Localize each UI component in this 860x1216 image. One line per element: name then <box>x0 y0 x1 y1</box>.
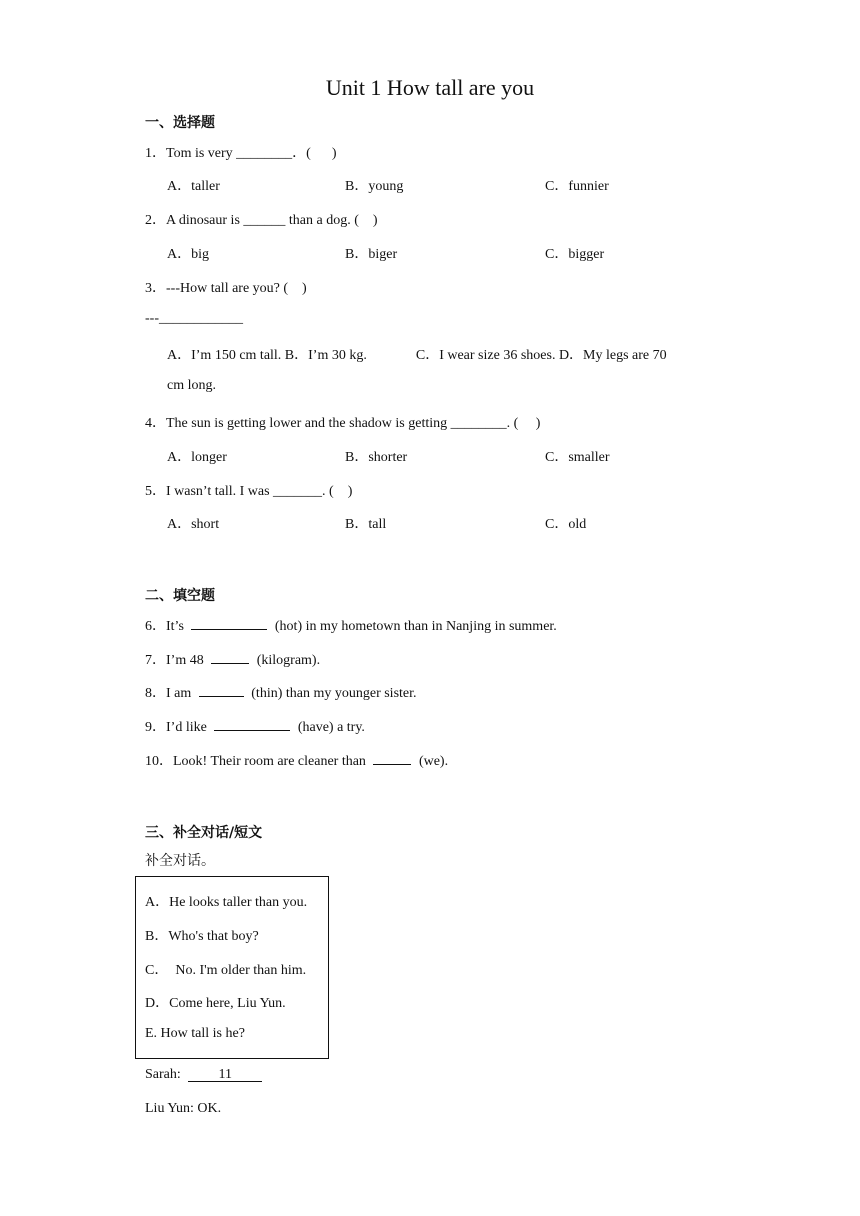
dialogue-instruction: 补全对话。 <box>145 853 215 869</box>
question-5-option-c: C．old <box>545 517 587 532</box>
dialogue-speaker-sarah: Sarah: <box>145 1067 185 1082</box>
fill-item-6-before: 6．It’s <box>145 619 188 634</box>
question-3-answer-line: ---____________ <box>145 311 243 326</box>
question-5-option-a: A．short <box>167 517 220 532</box>
question-1-option-b: B．young <box>345 179 404 194</box>
fill-blank-6[interactable] <box>191 615 267 630</box>
question-3-options-line-2: cm long. <box>167 378 216 393</box>
question-1-stem: 1．Tom is very ________．( ) <box>145 146 337 161</box>
question-5-option-b: B．tall <box>345 517 387 532</box>
box-option-c: C． No. I'm older than him. <box>145 963 307 978</box>
box-option-a: A．He looks taller than you. <box>145 895 308 910</box>
section-heading-dialogue: 三、补全对话/短文 <box>145 825 263 841</box>
page-title: Unit 1 How tall are you <box>325 75 535 100</box>
fill-item-6 <box>145 615 557 635</box>
fill-item-10 <box>145 750 448 770</box>
fill-item-9-after: (have) a try. <box>294 720 365 735</box>
fill-item-9-before: 9．I’d like <box>145 720 211 735</box>
question-2-option-a: A．big <box>167 247 209 262</box>
section-heading-fill-blank: 二、填空题 <box>145 588 215 604</box>
fill-item-7-before: 7．I’m 48 <box>145 653 208 668</box>
fill-item-6-after: (hot) in my hometown than in Nanjing in summer. <box>271 619 557 634</box>
dialogue-blank-11[interactable] <box>188 1067 262 1082</box>
fill-item-10-after: (we). <box>415 754 449 769</box>
question-2-stem: 2．A dinosaur is ______ than a dog. ( ) <box>145 213 378 228</box>
question-3-stem: 3．---How tall are you? ( ) <box>145 281 307 296</box>
fill-item-8-after: (thin) than my younger sister. <box>247 686 417 701</box>
fill-blank-9[interactable] <box>214 716 290 731</box>
question-4-option-b: B．shorter <box>345 450 408 465</box>
dialogue-blank-11-number: 11 <box>218 1067 232 1082</box>
section-heading-choice: 一、选择题 <box>145 115 215 131</box>
question-4-option-a: A．longer <box>167 450 227 465</box>
question-4-stem: 4．The sun is getting lower and the shadow is getting ________. ( ) <box>145 416 541 431</box>
dialogue-line-sarah <box>145 1067 262 1083</box>
question-3-options-line-1: A．I’m 150 cm tall. B．I’m 30 kg. C．I wear size 36 shoes. D．My legs are 70 <box>167 348 667 363</box>
question-4-option-c: C．smaller <box>545 450 610 465</box>
fill-item-9 <box>145 716 365 736</box>
question-5-stem: 5．I wasn’t tall. I was _______. ( ) <box>145 484 353 499</box>
dialogue-line-liu-yun: Liu Yun: OK. <box>145 1101 222 1116</box>
question-1-option-a: A．taller <box>167 179 220 194</box>
fill-blank-8[interactable] <box>199 682 244 697</box>
fill-item-10-before: 10．Look! Their room are cleaner than <box>145 754 370 769</box>
fill-item-8-before: 8．I am <box>145 686 195 701</box>
question-2-option-c: C．bigger <box>545 247 605 262</box>
fill-item-7 <box>145 649 320 669</box>
box-option-e: E. How tall is he? <box>145 1026 245 1041</box>
fill-blank-10[interactable] <box>373 750 411 765</box>
fill-item-7-after: (kilogram). <box>253 653 321 668</box>
question-1-option-c: C．funnier <box>545 179 609 194</box>
fill-blank-7[interactable] <box>211 649 249 664</box>
box-option-d: D．Come here, Liu Yun. <box>145 996 286 1011</box>
box-option-b: B．Who's that boy? <box>145 929 259 944</box>
fill-item-8 <box>145 682 417 702</box>
question-2-option-b: B．biger <box>345 247 398 262</box>
